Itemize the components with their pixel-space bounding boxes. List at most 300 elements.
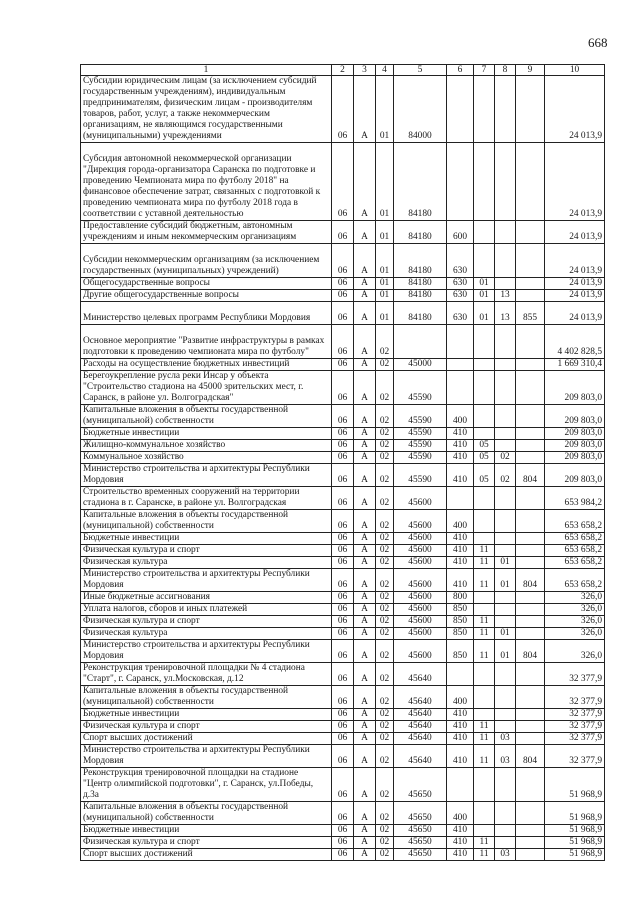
code-subsection: 13 (495, 302, 516, 325)
code-subprogram: 02 (376, 592, 394, 604)
code-program: А (354, 569, 376, 592)
code-subsection (495, 405, 516, 428)
row-name: Физическая культура и спорт (81, 837, 332, 849)
row-name: Капитальные вложения в объекты государственной (муниципальной) собственности (81, 686, 332, 709)
code-gov-body (516, 452, 545, 464)
amount: 51 968,9 (545, 825, 605, 837)
code-ministry: 06 (332, 592, 354, 604)
code-subprogram: 01 (376, 302, 394, 325)
code-gov-body: 804 (516, 464, 545, 487)
code-target-item: 45650 (394, 802, 447, 825)
code-program: А (354, 825, 376, 837)
code-ministry: 06 (332, 837, 354, 849)
table-row (81, 686, 605, 709)
row-name: Субсидии некоммерческим организациям (за исключением государственных (муниципальных) учреждений) (81, 244, 332, 278)
code-gov-body (516, 616, 545, 628)
code-target-item: 84180 (394, 244, 447, 278)
code-expense-type: 410 (447, 721, 474, 733)
code-expense-type: 410 (447, 825, 474, 837)
code-expense-type: 850 (447, 604, 474, 616)
column-header: 8 (495, 65, 516, 76)
code-subprogram: 02 (376, 768, 394, 802)
code-subsection: 01 (495, 569, 516, 592)
code-section (474, 325, 495, 359)
code-subsection (495, 244, 516, 278)
amount: 209 803,0 (545, 440, 605, 452)
table-row (81, 405, 605, 428)
table-row (81, 745, 605, 768)
table-row (81, 143, 605, 221)
column-header: 3 (354, 65, 376, 76)
column-header: 7 (474, 65, 495, 76)
code-subprogram: 01 (376, 76, 394, 143)
row-name: Спорт высших достижений (81, 733, 332, 745)
row-name: Реконструкция тренировочной площадки на стадионе "Центр олимпийской подготовки", г. Саранск, ул.Победы, д.3а (81, 768, 332, 802)
table-row (81, 802, 605, 825)
code-expense-type: 410 (447, 849, 474, 861)
code-ministry: 06 (332, 359, 354, 371)
code-expense-type: 800 (447, 592, 474, 604)
code-expense-type: 410 (447, 428, 474, 440)
code-section: 11 (474, 721, 495, 733)
code-subsection (495, 278, 516, 290)
table-row (81, 721, 605, 733)
table-row (81, 452, 605, 464)
code-section (474, 428, 495, 440)
code-ministry: 06 (332, 440, 354, 452)
amount: 32 377,9 (545, 709, 605, 721)
code-subsection (495, 371, 516, 405)
code-section (474, 592, 495, 604)
table-row (81, 545, 605, 557)
code-gov-body (516, 628, 545, 640)
amount: 32 377,9 (545, 663, 605, 686)
row-name: Физическая культура (81, 557, 332, 569)
amount: 32 377,9 (545, 745, 605, 768)
code-ministry: 06 (332, 663, 354, 686)
code-expense-type: 410 (447, 733, 474, 745)
code-gov-body: 804 (516, 745, 545, 768)
row-name: Строительство временных сооружений на территории стадиона в г. Саранске, в районе ул. Волгоградская (81, 487, 332, 510)
code-subprogram: 01 (376, 244, 394, 278)
code-subsection (495, 604, 516, 616)
row-name: Бюджетные инвестиции (81, 825, 332, 837)
code-target-item: 45600 (394, 640, 447, 663)
code-target-item: 45600 (394, 569, 447, 592)
table-row (81, 76, 605, 143)
code-section (474, 405, 495, 428)
code-gov-body (516, 428, 545, 440)
code-target-item: 45640 (394, 686, 447, 709)
row-name: Берегоукрепление русла реки Инсар у объекта "Строительство стадиона на 45000 зрительских мест, г. Саранск, в районе ул. Волгоградская" (81, 371, 332, 405)
table-row (81, 325, 605, 359)
code-program: А (354, 487, 376, 510)
amount: 653 658,2 (545, 545, 605, 557)
amount: 653 658,2 (545, 569, 605, 592)
code-expense-type: 410 (447, 745, 474, 768)
code-section: 01 (474, 278, 495, 290)
code-target-item: 45600 (394, 533, 447, 545)
code-subprogram: 02 (376, 616, 394, 628)
code-target-item: 45600 (394, 628, 447, 640)
amount: 24 013,9 (545, 244, 605, 278)
amount: 209 803,0 (545, 428, 605, 440)
code-subprogram: 02 (376, 837, 394, 849)
budget-table (80, 64, 605, 861)
code-ministry: 06 (332, 604, 354, 616)
table-header-row (81, 65, 605, 76)
amount: 51 968,9 (545, 802, 605, 825)
code-gov-body (516, 440, 545, 452)
code-expense-type (447, 76, 474, 143)
code-section: 11 (474, 640, 495, 663)
code-subprogram: 01 (376, 143, 394, 221)
code-subsection: 01 (495, 557, 516, 569)
code-subsection (495, 510, 516, 533)
code-section (474, 244, 495, 278)
code-section (474, 802, 495, 825)
code-ministry: 06 (332, 510, 354, 533)
code-subprogram: 02 (376, 405, 394, 428)
code-target-item: 45650 (394, 849, 447, 861)
amount: 24 013,9 (545, 278, 605, 290)
code-ministry: 06 (332, 487, 354, 510)
code-target-item: 45600 (394, 616, 447, 628)
code-program: А (354, 616, 376, 628)
amount: 24 013,9 (545, 76, 605, 143)
code-subsection (495, 825, 516, 837)
code-gov-body (516, 733, 545, 745)
code-program: А (354, 325, 376, 359)
row-name: Основное мероприятие "Развитие инфраструктуры в рамках подготовки к проведению чемпионата мира по футболу" (81, 325, 332, 359)
row-name: Министерство строительства и архитектуры Республики Мордовия (81, 464, 332, 487)
code-program: А (354, 604, 376, 616)
code-program: А (354, 768, 376, 802)
amount: 326,0 (545, 628, 605, 640)
page-number: 668 (588, 35, 608, 50)
row-name: Капитальные вложения в объекты государственной (муниципальной) собственности (81, 802, 332, 825)
code-gov-body (516, 487, 545, 510)
code-subsection: 02 (495, 464, 516, 487)
code-gov-body (516, 359, 545, 371)
row-name: Бюджетные инвестиции (81, 533, 332, 545)
column-header: 6 (447, 65, 474, 76)
code-target-item: 45640 (394, 721, 447, 733)
code-section: 11 (474, 628, 495, 640)
code-program: А (354, 278, 376, 290)
code-expense-type: 850 (447, 616, 474, 628)
code-subprogram: 02 (376, 569, 394, 592)
code-subsection (495, 221, 516, 244)
code-section (474, 709, 495, 721)
table-row (81, 709, 605, 721)
table-row (81, 510, 605, 533)
code-target-item: 84180 (394, 143, 447, 221)
code-subsection: 13 (495, 290, 516, 302)
code-ministry: 06 (332, 628, 354, 640)
code-ministry: 06 (332, 428, 354, 440)
amount: 653 658,2 (545, 533, 605, 545)
code-ministry: 06 (332, 686, 354, 709)
column-header: 5 (394, 65, 447, 76)
code-expense-type: 850 (447, 640, 474, 663)
code-subsection (495, 487, 516, 510)
column-header: 1 (81, 65, 332, 76)
code-target-item: 45600 (394, 604, 447, 616)
code-gov-body (516, 76, 545, 143)
row-name: Министерство целевых программ Республики Мордовия (81, 302, 332, 325)
code-subprogram: 02 (376, 545, 394, 557)
code-program: А (354, 452, 376, 464)
row-name: Спорт высших достижений (81, 849, 332, 861)
code-program: А (354, 76, 376, 143)
code-expense-type: 410 (447, 709, 474, 721)
table-row (81, 464, 605, 487)
code-program: А (354, 533, 376, 545)
row-name: Капитальные вложения в объекты государственной (муниципальной) собственности (81, 405, 332, 428)
amount: 326,0 (545, 604, 605, 616)
code-target-item: 45590 (394, 464, 447, 487)
row-name: Другие общегосударственные вопросы (81, 290, 332, 302)
code-expense-type: 410 (447, 533, 474, 545)
code-section (474, 533, 495, 545)
code-target-item: 45650 (394, 768, 447, 802)
amount: 51 968,9 (545, 768, 605, 802)
code-section: 05 (474, 440, 495, 452)
amount: 326,0 (545, 616, 605, 628)
code-subprogram: 02 (376, 745, 394, 768)
code-ministry: 06 (332, 464, 354, 487)
code-ministry: 06 (332, 825, 354, 837)
code-ministry: 06 (332, 569, 354, 592)
row-name: Физическая культура и спорт (81, 545, 332, 557)
code-expense-type (447, 487, 474, 510)
row-name: Министерство строительства и архитектуры Республики Мордовия (81, 569, 332, 592)
code-expense-type: 410 (447, 569, 474, 592)
row-name: Субсидия автономной некоммерческой организации "Дирекция города-организатора Саранска по подготовке и проведению Чемпионата мира по футболу 2018" на финансовое обеспечение затрат, связанных с подготовкой к проведению чемпионата мира по футболу 2018 года в соответствии с уставной деятельностью (81, 143, 332, 221)
code-subsection: 02 (495, 452, 516, 464)
code-expense-type: 630 (447, 302, 474, 325)
code-gov-body (516, 510, 545, 533)
amount: 24 013,9 (545, 221, 605, 244)
code-section (474, 686, 495, 709)
code-program: А (354, 592, 376, 604)
amount: 209 803,0 (545, 464, 605, 487)
code-target-item (394, 325, 447, 359)
table-row (81, 557, 605, 569)
table-row (81, 616, 605, 628)
code-gov-body (516, 837, 545, 849)
row-name: Министерство строительства и архитектуры Республики Мордовия (81, 640, 332, 663)
code-expense-type (447, 325, 474, 359)
row-name: Физическая культура и спорт (81, 721, 332, 733)
code-subsection: 01 (495, 628, 516, 640)
table-row (81, 487, 605, 510)
code-subsection: 03 (495, 733, 516, 745)
code-gov-body: 804 (516, 569, 545, 592)
table-row (81, 663, 605, 686)
amount: 1 669 310,4 (545, 359, 605, 371)
code-subprogram: 02 (376, 663, 394, 686)
code-section (474, 604, 495, 616)
code-program: А (354, 557, 376, 569)
code-program: А (354, 686, 376, 709)
code-subsection (495, 76, 516, 143)
code-subsection (495, 325, 516, 359)
code-section: 05 (474, 452, 495, 464)
code-target-item: 45590 (394, 405, 447, 428)
code-section (474, 359, 495, 371)
code-ministry: 06 (332, 278, 354, 290)
code-ministry: 06 (332, 733, 354, 745)
code-expense-type: 410 (447, 545, 474, 557)
code-expense-type: 400 (447, 802, 474, 825)
table-row (81, 825, 605, 837)
code-program: А (354, 709, 376, 721)
code-target-item: 45600 (394, 545, 447, 557)
code-subprogram: 02 (376, 604, 394, 616)
code-program: А (354, 440, 376, 452)
table-body (81, 76, 605, 861)
code-gov-body (516, 244, 545, 278)
row-name: Коммунальное хозяйство (81, 452, 332, 464)
code-program: А (354, 302, 376, 325)
code-ministry: 06 (332, 802, 354, 825)
table-row (81, 302, 605, 325)
code-subprogram: 01 (376, 221, 394, 244)
code-subsection (495, 428, 516, 440)
code-subprogram: 02 (376, 371, 394, 405)
code-gov-body (516, 221, 545, 244)
code-subsection (495, 545, 516, 557)
table-row (81, 849, 605, 861)
code-subsection (495, 709, 516, 721)
code-subsection (495, 616, 516, 628)
amount: 4 402 828,5 (545, 325, 605, 359)
row-name: Жилищно-коммунальное хозяйство (81, 440, 332, 452)
amount: 209 803,0 (545, 405, 605, 428)
row-name: Бюджетные инвестиции (81, 428, 332, 440)
code-ministry: 06 (332, 221, 354, 244)
code-gov-body (516, 849, 545, 861)
code-subprogram: 01 (376, 278, 394, 290)
code-target-item: 45640 (394, 709, 447, 721)
code-subprogram: 01 (376, 290, 394, 302)
code-expense-type: 630 (447, 278, 474, 290)
code-program: А (354, 428, 376, 440)
table-row (81, 359, 605, 371)
column-header: 10 (545, 65, 605, 76)
code-gov-body (516, 709, 545, 721)
code-program: А (354, 290, 376, 302)
column-header: 9 (516, 65, 545, 76)
code-subprogram: 02 (376, 428, 394, 440)
code-target-item: 45640 (394, 733, 447, 745)
code-gov-body: 804 (516, 640, 545, 663)
code-subsection (495, 592, 516, 604)
code-gov-body (516, 686, 545, 709)
code-subprogram: 02 (376, 440, 394, 452)
code-subprogram: 02 (376, 325, 394, 359)
code-target-item: 45590 (394, 440, 447, 452)
code-ministry: 06 (332, 452, 354, 464)
code-subprogram: 02 (376, 452, 394, 464)
code-subsection (495, 440, 516, 452)
code-target-item: 45000 (394, 359, 447, 371)
code-program: А (354, 244, 376, 278)
code-target-item: 84180 (394, 278, 447, 290)
code-ministry: 06 (332, 640, 354, 663)
amount: 24 013,9 (545, 143, 605, 221)
code-expense-type: 600 (447, 221, 474, 244)
code-subprogram: 02 (376, 533, 394, 545)
code-program: А (354, 837, 376, 849)
table-row (81, 290, 605, 302)
code-program: А (354, 721, 376, 733)
table-row (81, 533, 605, 545)
code-subsection (495, 143, 516, 221)
code-section: 11 (474, 849, 495, 861)
amount: 32 377,9 (545, 733, 605, 745)
code-expense-type: 630 (447, 290, 474, 302)
code-section: 11 (474, 745, 495, 768)
table-row (81, 244, 605, 278)
code-ministry: 06 (332, 721, 354, 733)
code-gov-body (516, 604, 545, 616)
code-expense-type: 410 (447, 440, 474, 452)
code-section: 11 (474, 616, 495, 628)
amount: 32 377,9 (545, 686, 605, 709)
code-ministry: 06 (332, 143, 354, 221)
code-expense-type (447, 359, 474, 371)
code-gov-body (516, 290, 545, 302)
row-name: Расходы на осуществление бюджетных инвестиций (81, 359, 332, 371)
code-gov-body (516, 325, 545, 359)
code-subsection (495, 768, 516, 802)
code-gov-body (516, 663, 545, 686)
code-subprogram: 02 (376, 510, 394, 533)
code-subsection (495, 802, 516, 825)
code-section: 01 (474, 302, 495, 325)
code-ministry: 06 (332, 244, 354, 278)
code-section (474, 221, 495, 244)
code-subsection (495, 837, 516, 849)
table-row (81, 592, 605, 604)
code-subprogram: 02 (376, 733, 394, 745)
code-subprogram: 02 (376, 487, 394, 510)
code-program: А (354, 849, 376, 861)
code-subprogram: 02 (376, 628, 394, 640)
code-ministry: 06 (332, 616, 354, 628)
code-expense-type: 410 (447, 837, 474, 849)
code-ministry: 06 (332, 709, 354, 721)
code-program: А (354, 802, 376, 825)
code-gov-body (516, 592, 545, 604)
table-row (81, 371, 605, 405)
code-program: А (354, 745, 376, 768)
code-program: А (354, 663, 376, 686)
code-section (474, 143, 495, 221)
code-section (474, 768, 495, 802)
code-section: 11 (474, 557, 495, 569)
code-subsection (495, 359, 516, 371)
table-row (81, 440, 605, 452)
code-section (474, 510, 495, 533)
code-gov-body (516, 802, 545, 825)
code-expense-type: 400 (447, 686, 474, 709)
code-expense-type: 410 (447, 557, 474, 569)
code-ministry: 06 (332, 745, 354, 768)
